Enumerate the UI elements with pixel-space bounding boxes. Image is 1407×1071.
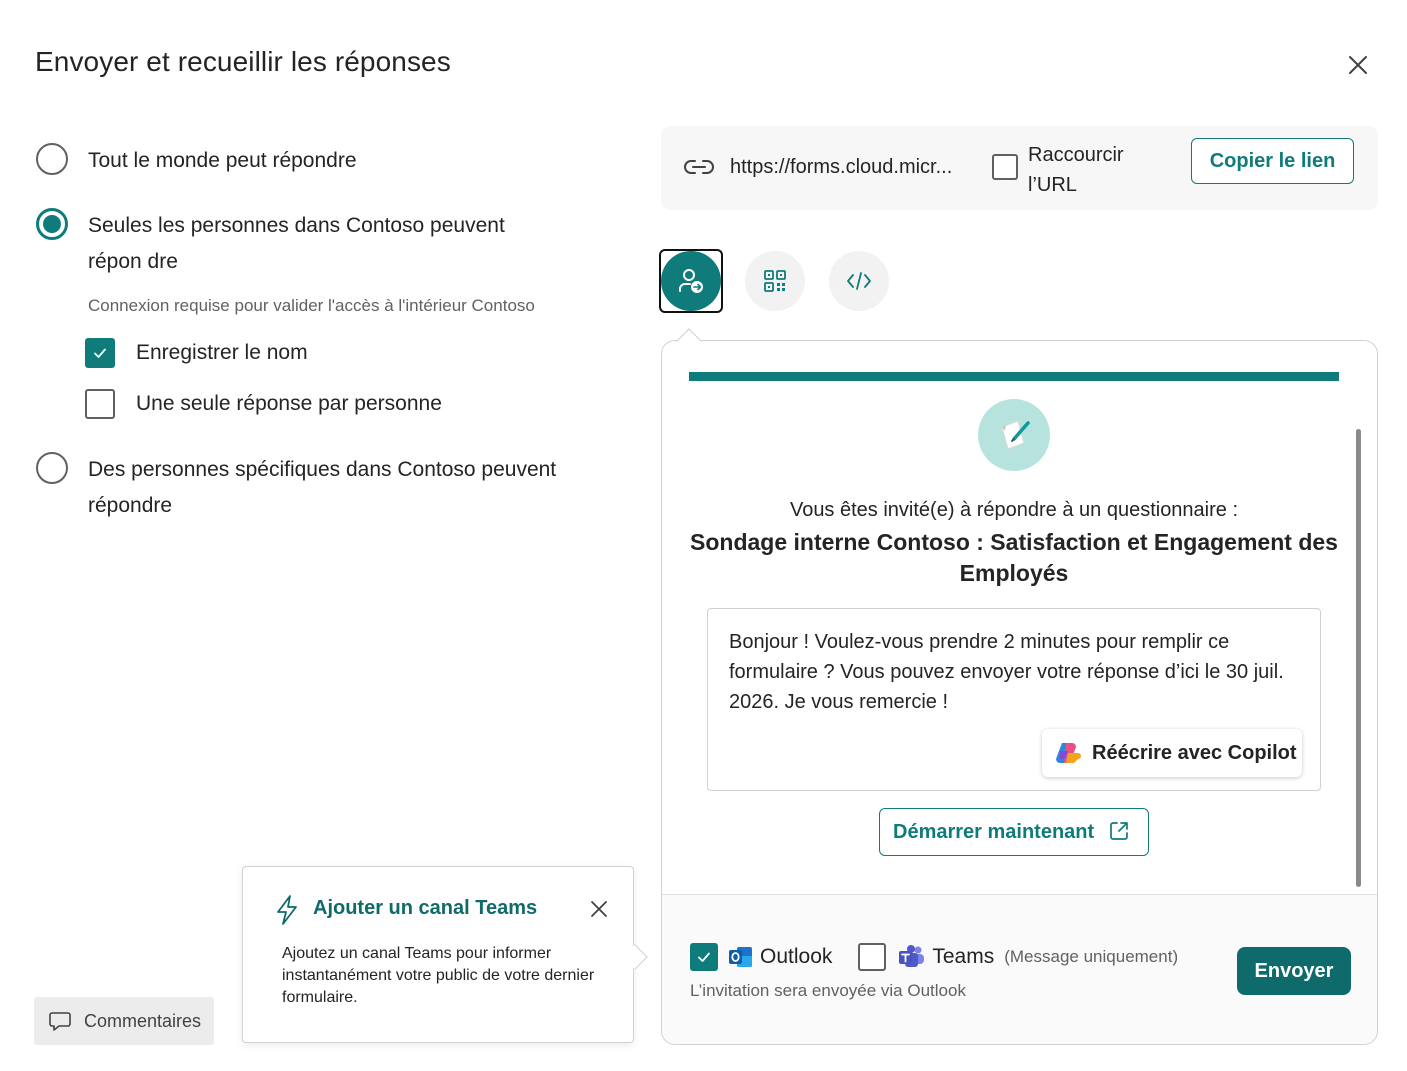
checkmark-icon (92, 345, 108, 361)
one-response-label: Une seule réponse par personne (136, 392, 442, 415)
preview-scrollbar[interactable] (1356, 429, 1361, 887)
option-org-only-label: Seules les personnes dans Contoso peuvent répon dre (88, 214, 505, 273)
feedback-label: Commentaires (84, 1010, 202, 1031)
callout-title[interactable]: Ajouter un canal Teams (313, 897, 538, 919)
checkmark-icon (696, 949, 712, 965)
tab-send-invite[interactable] (661, 251, 721, 311)
feedback-button[interactable] (34, 997, 214, 1045)
form-accent-bar (689, 372, 1339, 381)
invite-text: Vous êtes invité(e) à répondre à un questionnaire : (789, 499, 1239, 521)
close-icon (1348, 55, 1368, 75)
message-text[interactable]: Bonjour ! Voulez-vous prendre 2 minutes pour remplir ce formulaire ? Vous pouvez envoyer votre réponse d’ici le 30 juil. 2026. Je vous remercie ! (729, 631, 1284, 713)
outlook-label: Outlook (760, 945, 833, 968)
radio-org-only[interactable] (36, 208, 68, 240)
outlook-checkbox[interactable] (690, 943, 718, 971)
tab-qr-code[interactable] (745, 251, 805, 311)
comment-icon (48, 1009, 72, 1033)
form-url[interactable]: https://forms.cloud.micr... (730, 156, 953, 178)
person-send-icon (677, 267, 705, 295)
message-textarea[interactable] (707, 608, 1321, 791)
lightning-icon (273, 894, 301, 926)
teams-note: (Message uniquement) (1004, 947, 1179, 966)
close-button[interactable] (1340, 47, 1376, 83)
option-specific-people-label: Des personnes spécifiques dans Contoso peuvent répondre (88, 458, 557, 517)
send-channel-row (690, 943, 1178, 971)
invite-preview-card (661, 340, 1378, 1045)
close-icon (590, 900, 608, 918)
option-everyone[interactable] (36, 143, 568, 179)
one-response-checkbox[interactable] (85, 389, 115, 419)
qr-code-icon (763, 269, 787, 293)
tab-embed-code[interactable] (829, 251, 889, 311)
send-footer (662, 895, 1377, 1044)
start-now-button[interactable] (879, 808, 1149, 856)
shorten-url-checkbox[interactable] (992, 154, 1018, 180)
radio-everyone[interactable] (36, 143, 68, 175)
rewrite-copilot-label: Réécrire avec Copilot (1092, 741, 1297, 764)
rewrite-copilot-button[interactable] (1042, 729, 1302, 777)
link-bar (661, 126, 1378, 210)
open-external-icon (1108, 820, 1130, 842)
record-name-label: Enregistrer le nom (136, 341, 308, 364)
copilot-icon (1054, 739, 1082, 767)
dialog-title: Envoyer et recueillir les réponses (35, 46, 451, 77)
sign-in-hint: Connexion requise pour valider l'accès à l'intérieur Contoso (88, 296, 535, 315)
teams-channel-callout (242, 866, 634, 1043)
teams-icon (898, 944, 926, 970)
record-name-checkbox[interactable] (85, 338, 115, 368)
teams-label: Teams (932, 945, 995, 968)
code-embed-icon (846, 270, 872, 292)
send-button[interactable]: Envoyer (1237, 947, 1351, 995)
send-via-text: L’invitation sera envoyée via Outlook (690, 981, 966, 1000)
survey-title: Sondage interne Contoso : Satisfaction et Engagement des Employés (690, 529, 1338, 586)
option-org-only[interactable] (36, 208, 563, 280)
shorten-url-label: Raccourcir l’URL (1028, 144, 1124, 196)
teams-checkbox[interactable] (858, 943, 886, 971)
callout-text: Ajoutez un canal Teams pour informer instantanément votre public de votre dernier formulaire. (282, 945, 595, 1006)
option-everyone-label: Tout le monde peut répondre (88, 149, 357, 172)
callout-close-button[interactable] (585, 895, 613, 923)
start-now-label: Démarrer maintenant (893, 820, 1095, 843)
link-icon (683, 155, 715, 179)
outlook-icon (728, 944, 754, 970)
option-specific-people[interactable] (36, 452, 558, 524)
one-response-row[interactable] (85, 389, 442, 419)
form-icon (978, 399, 1050, 471)
note-pencil-icon (992, 413, 1036, 457)
record-name-row[interactable] (85, 338, 308, 368)
radio-specific-people[interactable] (36, 452, 68, 484)
copy-link-button[interactable]: Copier le lien (1191, 138, 1354, 184)
